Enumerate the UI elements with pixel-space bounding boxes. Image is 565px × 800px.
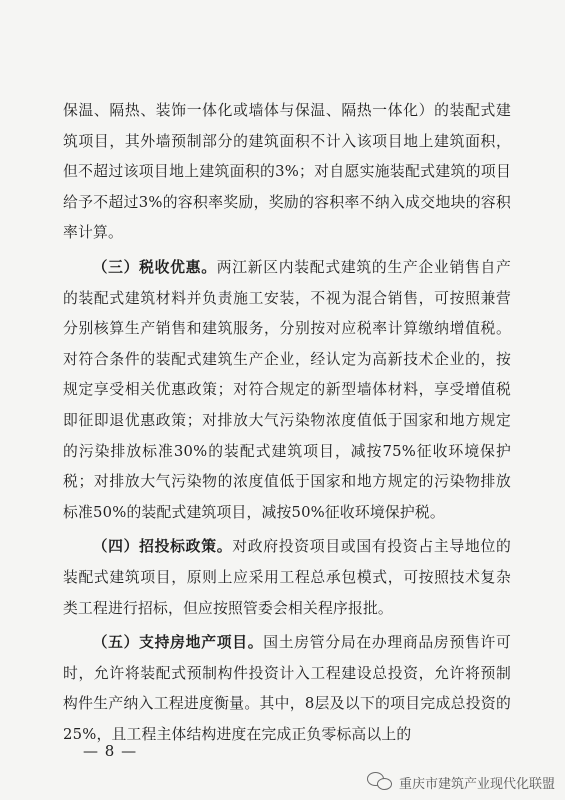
page-number: — 8 — bbox=[83, 742, 138, 760]
paragraph-continuation: 保温、隔热、装饰一体化或墙体与保温、隔热一体化）的装配式建筑项目，其外墙预制部分的建筑面积不计入该项目地上建筑面积，但不超过该项目地上建筑面积的3%；对自愿实施装配式建筑的项目给予不超过3%的容积率奖励，奖励的容积率不纳入成交地块的容积率计算。 bbox=[63, 102, 511, 242]
section-body-tax: 两江新区内装配式建筑的生产企业销售自产的装配式建筑材料并负责施工安装，不视为混合销售，可按照兼营分别核算生产销售和建筑服务，分别按对应税率计算缴纳增值税。对符合条件的装配式建筑生产企业，经认定为高新技术企业的，按规定享受相关优惠政策；对符合规定的新型墙体材料，享受增值税即征即退优惠政策；对排放大气污染物浓度值低于国家和地方规定的污染排放标准30%的装配式建筑项目，减按75%征收环境保护税；对排放大气污染物的浓度值低于国家和地方规定的污染物排放标准50%的装配式建筑项目，减按50%征收环境保护税。 bbox=[63, 258, 511, 521]
watermark-text: 重庆市建筑产业现代化联盟 bbox=[398, 776, 555, 792]
section-body-real-estate: 国土房管分局在办理商品房预售许可时，允许将装配式预制构件投资计入工程建设总投资，允许将预制构件生产纳入工程进度衡量。其中，8层及以下的项目完成总投资的25%，且工程主体结构进度在完成正负零标高以上的 bbox=[63, 634, 511, 743]
document-body bbox=[63, 96, 511, 750]
paragraph-real-estate-support bbox=[63, 628, 511, 750]
section-heading-tax: （三）税收优惠。 bbox=[92, 258, 217, 276]
paragraph-tax-incentives bbox=[63, 253, 511, 528]
wechat-icon bbox=[367, 772, 393, 792]
paragraph-bidding-policy bbox=[63, 532, 511, 624]
watermark bbox=[367, 772, 555, 792]
section-body-bidding: 对政府投资项目或国有投资占主导地位的装配式建筑项目，原则上应采用工程总承包模式，可按照技术复杂类工程进行招标，但应按照管委会相关程序报批。 bbox=[63, 538, 511, 617]
section-heading-real-estate: （五）支持房地产项目。 bbox=[92, 634, 264, 652]
section-heading-bidding: （四）招投标政策。 bbox=[92, 538, 233, 556]
